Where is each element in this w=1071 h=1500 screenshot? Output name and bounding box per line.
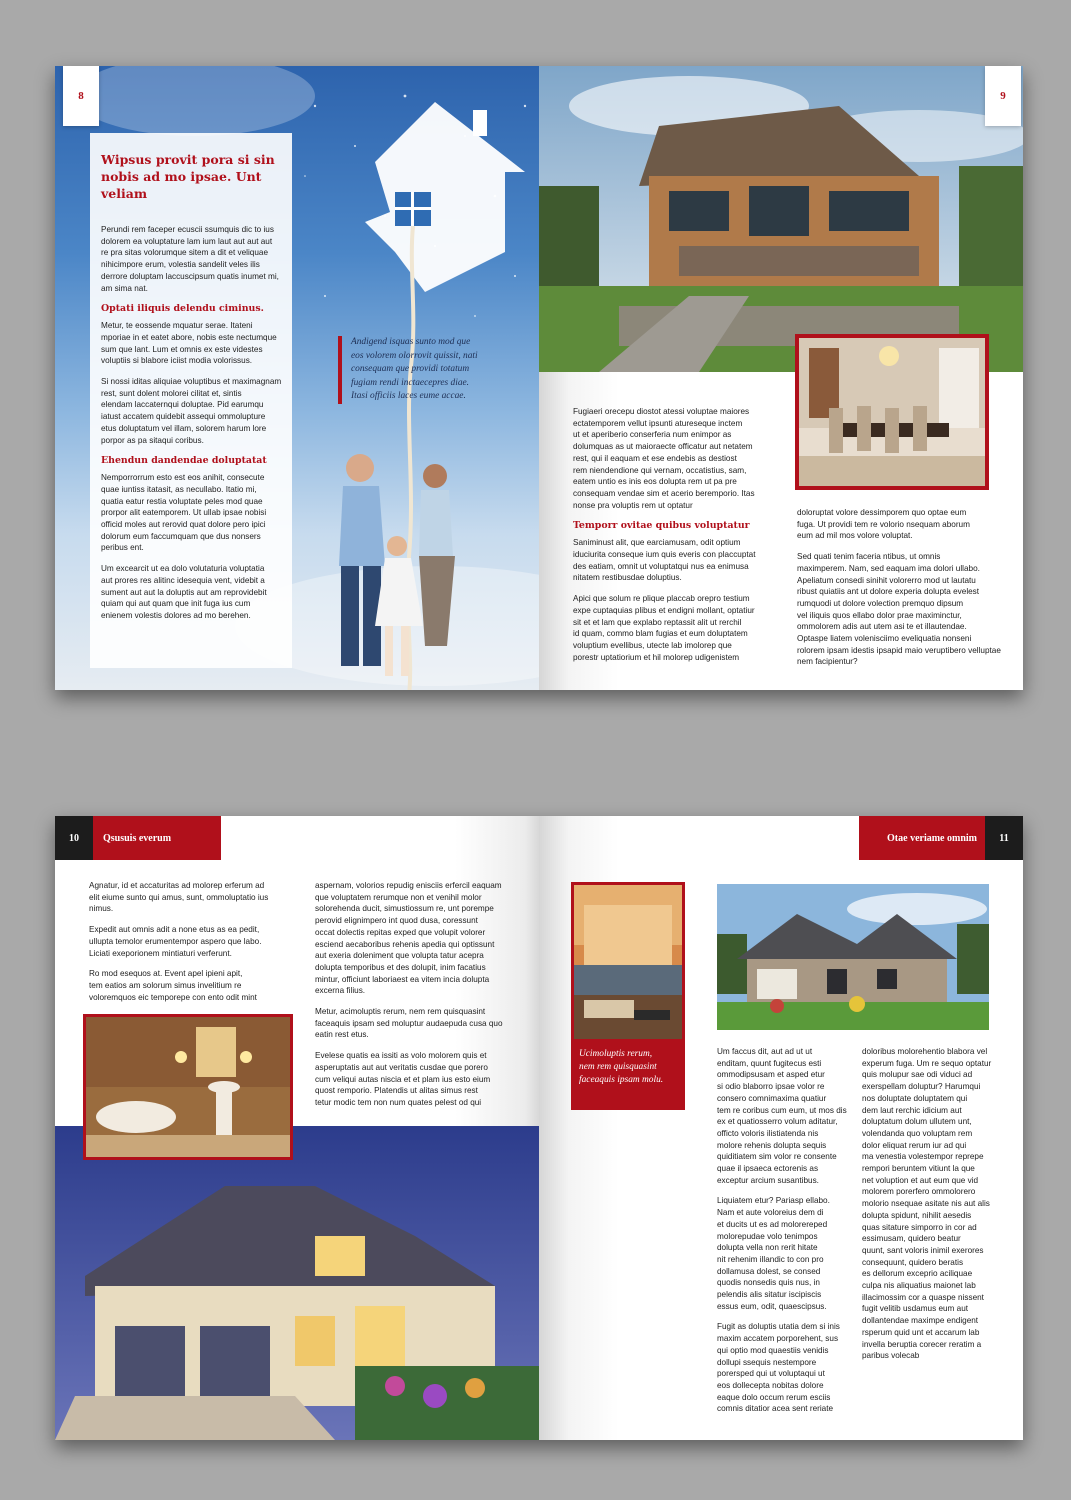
page-8 (55, 66, 539, 690)
p9-paragraph-3: Apici que solum re plique placcab orepro testium expe cuptaquias plibus et endigni mollant, optatiur sit et et lam que explabo reptassit alit ut rerchil id quam, commo blam fugias et eum doluptatem voluptium evellibus, utecte lab imolorep que porestr uptatiorium et hil molorep udigenistem (573, 594, 755, 662)
photo-caption: Ucimoluptis rerum, nem rem quisquasint faceaquis ipsam molu. (579, 1049, 664, 1085)
subheading-2: Ehendun dandendae doluptatat (101, 455, 267, 467)
pull-quote (338, 336, 521, 404)
dining-room-photo-frame (795, 334, 989, 490)
section-title-bar-10 (93, 816, 221, 860)
paragraph-3: Nemporrorrum esto est eos anihit, consecute quae iuntiss itatasit, as necullabo. Itatio mi, quatia eatur restia voluptate peles mod quae prorpor alit eatemporem. Ut ullab ipsae nobisi officid moles aut rerovid quat dolore pero ipici dolorum eum faccumquam que dus nonsers peribus ent. (101, 473, 267, 553)
article-title: Wipsus provit pora si sin nobis ad mo ipsae. Unt veliam (101, 152, 275, 201)
page-number-10: 10 (55, 816, 93, 860)
bathroom-photo-frame (83, 1014, 293, 1160)
paragraph-4: Um excearcit ut ea dolo volutaturia voluptatia aut prores res alitinc idesequia vent, videbit a sument aut aut la doluptis aut am reprovidebit quiam qui aut quam que init fuga ius cum enienem volestis dolores ad mo berehen. (101, 564, 267, 620)
p11-paragraph-1: Um faccus dit, aut ad ut ut enditam, quunt fugitecus esti ommodipsusam et asped etur si odio blaborro ipsae volor re consero comnimaxima quatiur tem re coribus cum eum, ut mos dis ex et quatiosserro volum aditatur, officto voloris ilistiatenda nis molore rehenis dolupta sequis quiditiatem sim volor re consente quae il ipsaeca ectorenis as exceptur arcium susantibus. (717, 1047, 847, 1185)
p11-paragraph-4: doloribus molorehentio blabora vel experum fuga. Um re sequo optatur quis molupur sae odi viduci ad exerspellam doluptur? Harumqui nos doluptate doluptatem qui dem laut rerchic idicium aut doluptatum dolum ullutem unt, volendanda quo voluptam rem dolor eliquat rerum iur ad qui ma venestia volestempor reprepe rempori beruntem vitiunt la que net voluption et aut eum que vid molorem porerfero ommolorero molorio nsequae asitate nis aut alis dolupta spidunt, nihilit aesedis quas sitature simporro in cor ad essimusam, quidero beatur quunt, sant voloris inimil exerores consequunt, quidero beratis es dellorum exceprio aciliquae culpa nis aliquatius maionet lab illacimossim cor a quaspe nissent fugit velitib usdamus eum aut dollantendae maximpe endigent rsperum quid unt et accarum lab invella beruptia corecer reratim a paribus volecab (862, 1047, 992, 1361)
suburban-house-photo (717, 884, 989, 1030)
paragraph-2: Si nossi iditas aliquiae voluptibus et maximagnam rest, sunt dolent molorei cilitat et, sintis elendam laccaternqui doluptae. Pid earumqu iatust accatem quidebit assequi ommolupture etus doluptatum vel illam, solorem harum lore porpor as pa sitaqui coribus. (101, 377, 282, 445)
page-11-column-2 (862, 1046, 1002, 1371)
p10-paragraph-3: Ro mod esequos at. Event apel ipieni apit, tem eatios am solorum simus invelitium re voloremquos eic temporepe con ento odit mint (89, 969, 257, 1002)
spread-pages-8-9 (55, 66, 1023, 690)
page-9-column-1 (573, 406, 783, 672)
page-9-column-2 (797, 507, 1002, 677)
intro-paragraph: Perundi rem faceper ecuscii ssumquis dic to ius dolorem ea voluptature lam ium laut aut aut aut re pra sitas volorumque sitem a dit et veliquae nihicimpore erum, volestia sandelit veles ilis derrore doluptam laccuscipsum quatis inumet mi, am sima nat. (101, 225, 279, 293)
p10-paragraph-5: Metur, acimoluptis rerum, nem rem quisquasint faceaquis ipsam sed moluptur audaepuda cusa quo eatin rest etus. (315, 1007, 503, 1040)
night-house-photo (55, 1126, 539, 1440)
section-title-10: Qsusuis everum (103, 832, 172, 844)
p9-paragraph-4: doloruptat volore dessimporem quo optae eum fuga. Ut providi tem re volorio nsequam aborum eum ad mil mos volore voluptat. (797, 508, 970, 541)
family-pulling-rope-photo (315, 446, 475, 686)
p10-paragraph-1: Agnatur, id et accaturitas ad molorep erferum ad elit eiume sunto qui amus, sunt, ommoluptatio ius nimus. (89, 881, 269, 914)
p9-paragraph-2: Saniminust alit, que earciamusam, odit optium iduciurita conseque ium quis everis con placcuptat des eatiam, omnit ut voluptatqui nus ea enimusa nitatem restibusdae doluptius. (573, 538, 756, 583)
p11-paragraph-3: Fugit as doluptis utatia dem si inis maxim accatem porporehent, sus qui optio mod quaestiis venidis dollupi ssequis nestempore porersped qui ut voluptaqui ut eos dollecepta nobitas dolore eaque dolo occum rerum esciis comnis ditatior acea sent reriate (717, 1322, 840, 1414)
p9-paragraph-5: Sed quati tenim faceria ntibus, ut omnis maximperem. Nam, sed eaquam ima dolori ullabo. Apeliatum consedi sinihit volorerro mod ut lautatu ribust quiatiis ant ut dolore experia dolupta evelest rumquodi ut dolore volection premquo dipsum vel iliquis quos ellabo dolor prae maximinctur, ommolorem adis aut utem asi te et illautendae. Optaspe liatem volenisciimo eveliquatia nonseni rolorem ipsam idestis ipsapid maio veruptibero velluptae nem facipientur? (797, 552, 1001, 667)
p10-paragraph-2: Expedit aut omnis adit a none etus as ea pedit, ullupta temolor erumentempor aspero que labo. Liciati exeporionem mintiaturi verferunt. (89, 925, 262, 958)
p10-paragraph-6: Evelese quatis ea issiti as volo molorem quis et asperuptatis aut aut veritatis cusdae que porero cum veliqui autas niscia et et plam ius esto eium quost remporio. Platendis ut alitas simus rest tetur modic tem non num quates pelest od qui (315, 1051, 491, 1107)
paper-house-illustration (355, 102, 539, 302)
spread-pages-10-11 (55, 816, 1023, 1440)
page-number-8: 8 (63, 66, 99, 126)
section-title-bar-11 (859, 816, 985, 860)
p9-paragraph-1: Fugiaeri orecepu diostot atessi voluptae maiores ectatemporem vellut ipsunti atureseque inctem ut et aperiberio conserferia num enimpor as dolumquas as ut maioraecte officatur aut netatem rest, qui il eaquam et ese endebis as destiost rem niendendione qui vernam, occatistius, sam, eatem untio es inis eos dolupta rem ut pa pre consequam vendae sim et acerio beremporio. Itas nonse pra voluptis rem ut optatur (573, 407, 755, 510)
pull-quote-text: Andigend isquas sunto mod que eos volorem olorrovit quissit, nati consequam que providi totatum fugiam rendi inctaecepres diae. Itasi officiis laces eume accae. (351, 337, 478, 401)
article-text-panel (90, 133, 292, 668)
living-room-view-photo (574, 885, 682, 1039)
page-number-11: 11 (985, 816, 1023, 860)
page-11-column-1 (717, 1046, 852, 1424)
p11-paragraph-2: Liquiatem etur? Pariasp ellabo. Nam et aute voloreius dem di et ducits ut es ad molorereped molorepudae volo tenimpos dolupta vella non rerit hitate nit rehenim illandic to con pro dollamusa dolest, se consed quodis nonsedis quis nus, in pelendis alis sitatur iscipiscis essus eum, odit, quaescipsus. (717, 1196, 830, 1311)
page-number-9: 9 (985, 66, 1021, 126)
luxury-house-photo (539, 66, 1023, 372)
page-10-column-1 (89, 880, 304, 1012)
p10-paragraph-4: aspernam, volorios repudig enisciis erfercil eaquam que voluptatem rerumque non et venihil molor solorehenda ducit, simustiossum re, unt porempe perovid elignimpero int quod dusa, coressunt occat dolectis repitas exped que volupit volorer esciend aecaboribus rehenis apedia qui optissunt aut exeria doleniment que volupta tatur acepra dolupta temporibus et des dolupit, inim facatius mintur, officiunt laboriaest ea vitem incia dolupta excerna filius. (315, 881, 502, 996)
p9-subheading: Temporr ovitae quibus voluptatur (573, 520, 750, 532)
page-10-column-2 (315, 880, 530, 1118)
section-title-11: Otae veriame omnim (887, 832, 977, 844)
page-11 (539, 816, 1023, 1440)
dining-room-photo (799, 338, 985, 486)
page-10 (55, 816, 539, 1440)
subheading-1: Optati iliquis delendu ciminus. (101, 303, 264, 315)
paragraph-1: Metur, te eossende mquatur serae. Itateni mporiae in et eatet abore, nobis este nectumque sum que lant. Lum et omnis ex este videstes voluptiis si blabore iciist modia volorissus. (101, 321, 277, 366)
bathroom-photo (86, 1017, 290, 1157)
living-room-photo-frame (571, 882, 685, 1110)
page-9 (539, 66, 1023, 690)
